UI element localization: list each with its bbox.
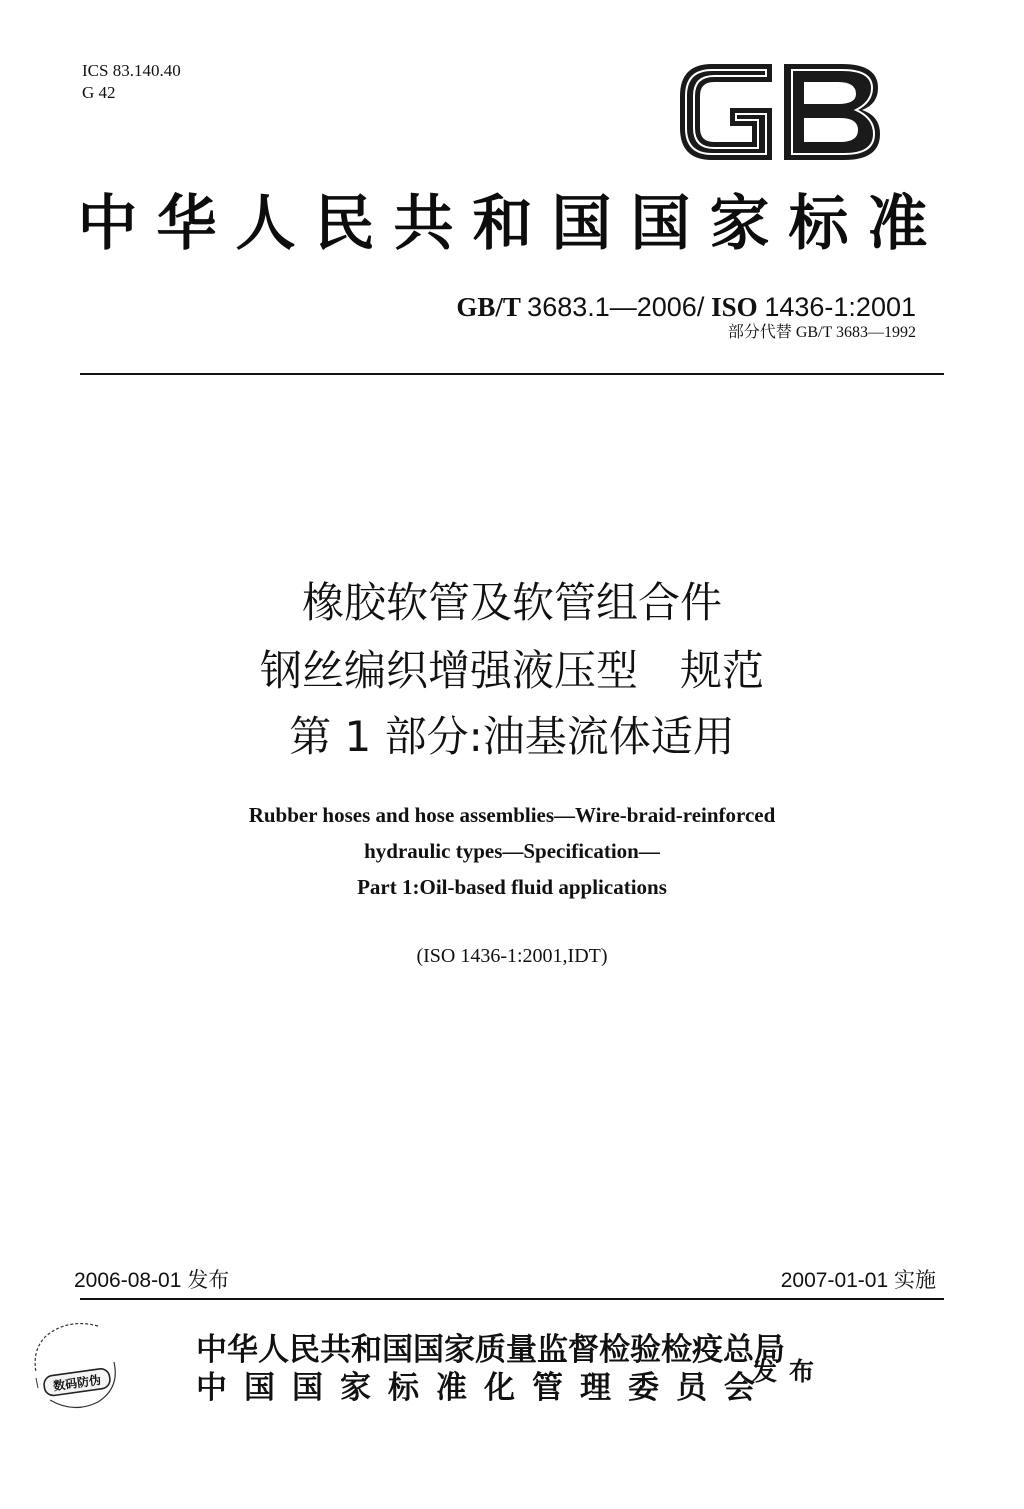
standard-main: 3683.1—2006/ [527,292,705,322]
top-divider [80,373,944,375]
chinese-title-line2: 钢丝编织增强液压型 规范 [259,646,764,695]
english-title-line1: Rubber hoses and hose assemblies—Wire-braid-reinforced [248,803,776,827]
issuer-sac: 中国国家标准化管理委员会 [196,1370,772,1406]
issuer-aqsiq: 中华人民共和国国家质量监督检验检疫总局 [196,1332,785,1368]
bottom-divider [80,1298,944,1300]
iso-number: 1436-1:2001 [764,292,916,322]
publish-label: 发布 [752,1357,827,1386]
standard-prefix: GB/T [456,292,521,322]
iso-equivalence: (ISO 1436-1:2001,IDT) [416,945,608,967]
replaces-note: 部分代替 GB/T 3683—1992 [727,324,916,341]
ccs-code: G 42 [82,83,116,102]
english-title-line3: Part 1:Oil-based fluid applications [357,875,667,899]
issue-date: 2006-08-01 发布 [74,1269,230,1292]
iso-label: ISO [711,292,758,322]
ics-code: ICS 83.140.40 [82,61,181,80]
national-standard-title: 中华人民共和国国家标准 [77,189,947,259]
anti-counterfeit-seal [28,1318,128,1414]
english-title-line2: hydraulic types—Specification— [364,839,660,863]
implementation-date: 2007-01-01 实施 [780,1269,936,1292]
standard-number [456,290,916,324]
seal-text: 数码防伪 [52,1372,102,1394]
gb-logo [672,56,886,168]
classification-codes [82,60,181,104]
chinese-title-line3: 第 1 部分:油基流体适用 [289,712,735,761]
chinese-title-line1: 橡胶软管及软管组合件 [301,578,722,627]
